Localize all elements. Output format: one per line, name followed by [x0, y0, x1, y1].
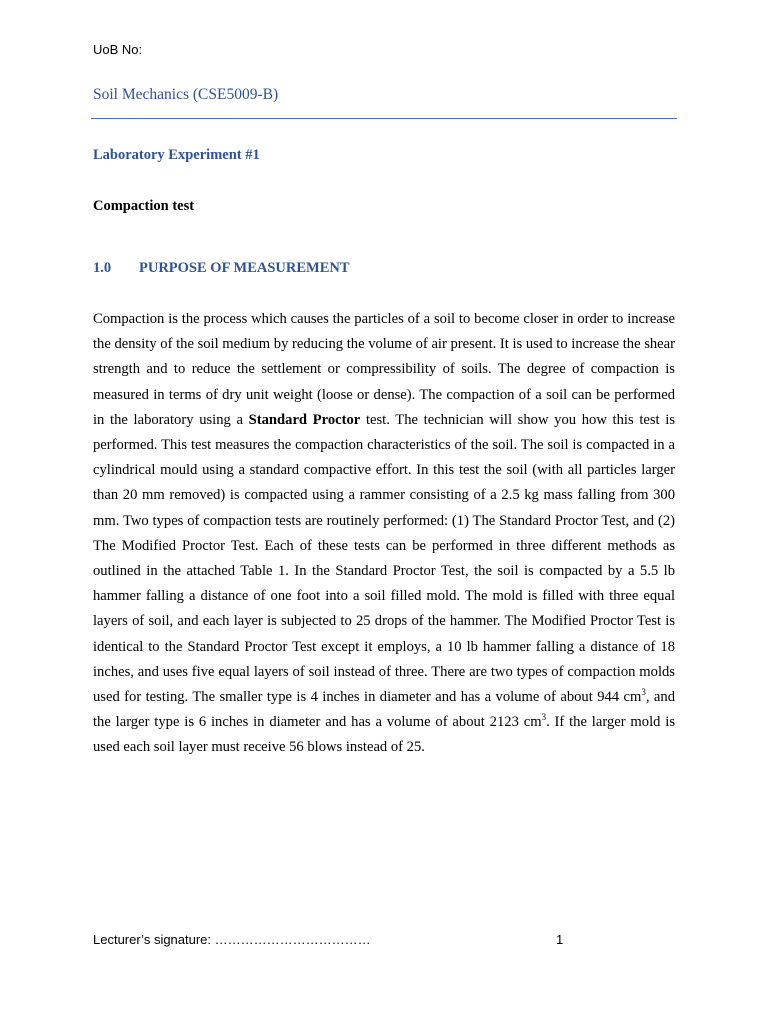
purpose-paragraph: [93, 307, 675, 761]
section-title: PURPOSE OF MEASUREMENT: [139, 260, 350, 276]
header-divider: [91, 118, 677, 119]
paragraph-text-3: , and the larger type is 6 inches in diameter and has a volume of about 2123 cm: [93, 689, 676, 731]
lecturer-signature-line: Lecturer’s signature: ………………………………: [93, 932, 371, 947]
section-number: 1.0: [93, 260, 112, 276]
superscript-cubed-2: 3: [541, 712, 547, 723]
experiment-title: Laboratory Experiment #1: [93, 147, 260, 163]
course-title: Soil Mechanics (CSE5009-B): [93, 86, 279, 103]
paragraph-text-1: Compaction is the process which causes the particles of a soil to become closer in order to increase the density of the soil medium by reducing the volume of air present. It is used to increase the shear strength and to reduce the settlement or compressibility of soils. The degree of compaction is measured in terms of dry unit weight (loose or dense). The compaction of a soil can be performed in the laboratory using a: [93, 311, 675, 428]
standard-proctor-term: Standard Proctor: [248, 411, 361, 428]
test-name: Compaction test: [93, 198, 195, 214]
uob-number-label: UoB No:: [93, 42, 143, 57]
section-heading: [93, 260, 350, 277]
paragraph-text-2: test. The technician will show you how this test is performed. This test measures the compaction characteristics of the soil. The soil is compacted in a cylindrical mould using a standard compactive effort. In this test the soil (with all particles larger than 20 mm removed) is compacted using a rammer consisting of a 2.5 kg mass falling from 300 mm. Two types of compaction tests are routinely performed: (1) The Standard Proctor Test, and (2) The Modified Proctor Test. Each of these tests can be performed in three different methods as outlined in the attached Table 1. In the Standard Proctor Test, the soil is compacted by a 5.5 lb hammer falling a distance of one foot into a soil filled mold. The mold is filled with three equal layers of soil, and each layer is subjected to 25 drops of the hammer. The Modified Proctor Test is identical to the Standard Proctor Test except it employs, a 10 lb hammer falling a distance of 18 inches, and uses five equal layers of soil instead of three. There are two types of compaction molds used for testing. The smaller type is 4 inches in diameter and has a volume of about 944 cm: [93, 411, 675, 706]
superscript-cubed-1: 3: [641, 687, 646, 698]
page-number: 1: [556, 932, 564, 947]
paragraph-text-4: . If the larger mold is used each soil layer must receive 56 blows instead of 25.: [93, 714, 676, 756]
